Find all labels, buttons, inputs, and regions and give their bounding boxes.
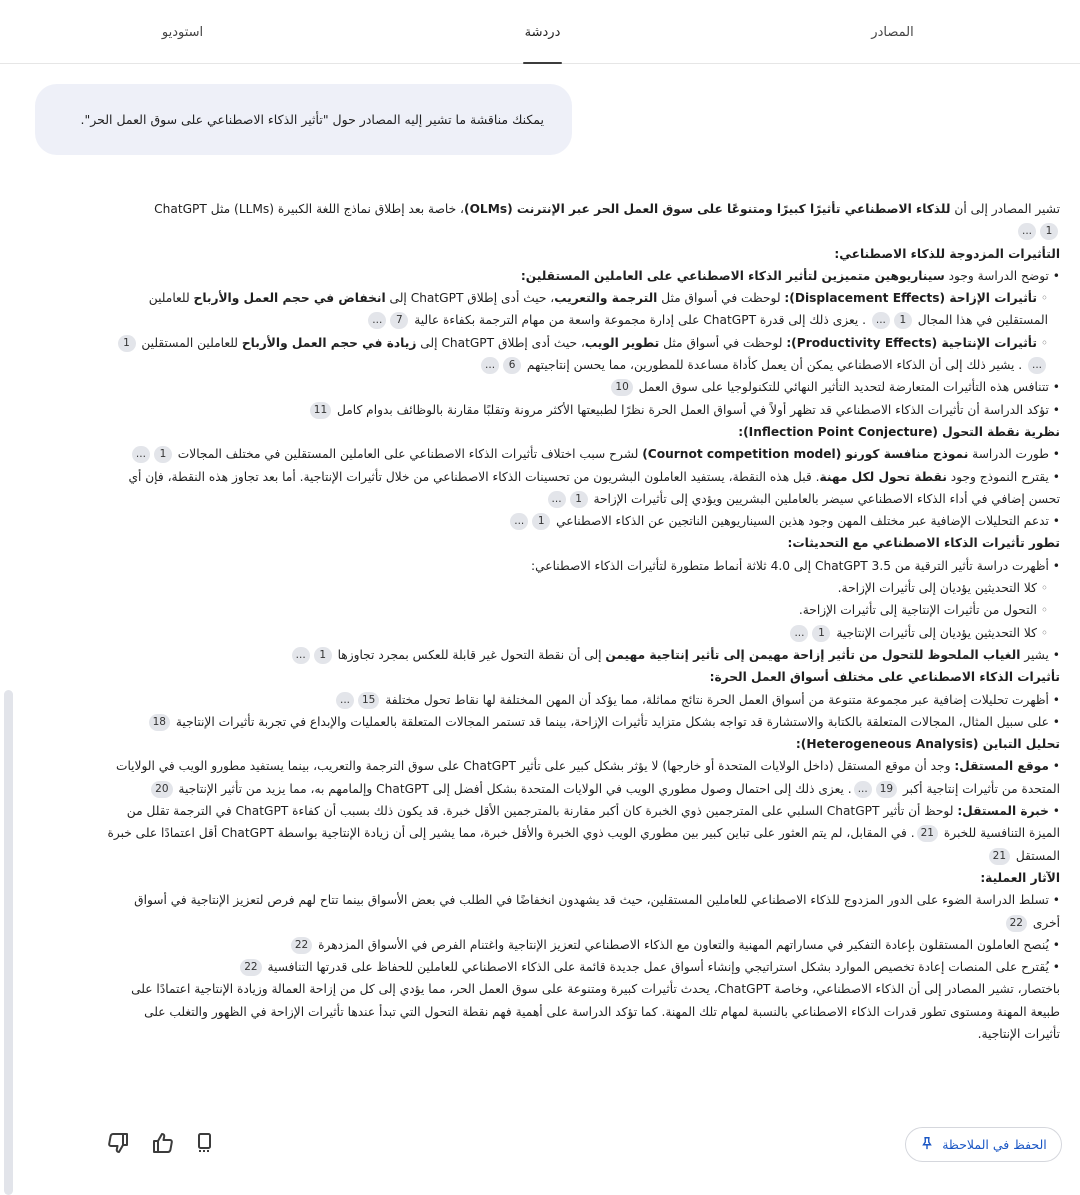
section-heading: تأثيرات الذكاء الاصطناعي على مختلف أسواق العمل الحرة:: [709, 670, 1060, 685]
bullet-item: [106, 689, 1060, 711]
citation-chip[interactable]: 18: [149, 714, 170, 731]
citation-chip[interactable]: 1: [1040, 223, 1058, 240]
sub-bullet-item: ◦ التحول من تأثيرات الإنتاجية إلى تأثيرات الإزاحة.: [106, 599, 1060, 621]
text: لوحظ أن تأثير ChatGPT السلبي على المترجمين ذوي الخبرة كان أكبر مقارنة بالمترجمين الأقل خبرة. قد يكون ذلك بسبب أن كفاءة ChatGPT في الترجمة تقلل من الميزة التنافسية للخبرة: [126, 804, 1060, 841]
bullet-item: • أظهرت دراسة تأثير الترقية من ChatGPT 3.5 إلى 4.0 ثلاثة أنماط متطورة لتأثيرات الذكاء الاصطناعي:: [106, 555, 1060, 577]
citation-chip[interactable]: 22: [1006, 915, 1027, 932]
tab-chat-label: دردشة: [524, 24, 561, 40]
text-bold: الغياب الملحوظ للتحول من تأثير إزاحة مهيمن إلى تأثير إنتاجية مهيمن: [605, 647, 1021, 662]
bullet-item: [106, 510, 1060, 532]
more-citations-chip[interactable]: ...: [548, 491, 566, 508]
text: يُنصح العاملون المستقلون بإعادة التفكير في مساراتهم المهنية والتعاون مع الذكاء الاصطناعي لتعزيز الإنتاجية واغتنام الفرص في الأسواق المزدهرة: [318, 937, 1049, 952]
text: إلى أن نقطة التحول غير قابلة للعكس بمجرد تجاوزها: [337, 647, 606, 662]
section-heading: تحليل التباين (Heterogeneous Analysis):: [795, 737, 1060, 752]
text: تؤكد الدراسة أن تأثيرات الذكاء الاصطناعي قد تظهر أولاً في أسواق العمل الحرة نظرًا لطبيعتها الأكثر مرونة وتقلبًا مقارنة بالوظائف بدوام كامل: [337, 402, 1049, 417]
text: للعاملين المستقلين: [141, 335, 242, 350]
section-heading: تطور تأثيرات الذكاء الاصطناعي مع التحديثات:: [787, 536, 1060, 551]
text-bold: نموذج منافسة كورنو (Cournot competition model): [642, 447, 969, 462]
bullet-item: [106, 376, 1060, 398]
bullet-item: [106, 399, 1060, 421]
tab-sources[interactable]: [830, 0, 955, 64]
text-bold: موقع المستقل:: [954, 759, 1049, 774]
assistant-answer: [106, 198, 1060, 1045]
tab-studio[interactable]: [120, 0, 245, 64]
text-bold: خبرة المستقل:: [957, 804, 1049, 819]
more-citations-chip[interactable]: ...: [132, 446, 150, 463]
citation-chip[interactable]: 1: [154, 446, 172, 463]
bullet-item: [106, 755, 1060, 800]
sub-bullet-item: [106, 332, 1060, 377]
user-message-bubble: [35, 84, 572, 155]
bullet-item: [106, 443, 1060, 465]
text-bold: تطوير الويب: [584, 335, 660, 350]
text: تدعم التحليلات الإضافية عبر مختلف المهن وجود هذين السيناريوهين الناتجين عن الذكاء الاصطناعي: [556, 514, 1049, 529]
tab-sources-label: المصادر: [871, 24, 914, 40]
citation-chip[interactable]: 22: [240, 959, 261, 976]
citation-chip[interactable]: 1: [570, 491, 588, 508]
bullet-item: [106, 956, 1060, 978]
pin-icon: [920, 1136, 934, 1153]
text: . يعزى ذلك إلى قدرة ChatGPT على إدارة مجموعة واسعة من مهام الترجمة بكفاءة عالية: [414, 313, 866, 328]
save-to-note-label: الحفظ في الملاحظة: [942, 1137, 1047, 1152]
copy-icon[interactable]: [192, 1130, 218, 1156]
citation-chip[interactable]: 19: [876, 781, 897, 798]
citation-chip[interactable]: 1: [532, 513, 550, 530]
citation-chip[interactable]: 11: [310, 402, 331, 419]
more-citations-chip[interactable]: ...: [872, 312, 890, 329]
citation-chip[interactable]: 15: [358, 692, 379, 709]
text: ، خاصة بعد إطلاق نماذج اللغة الكبيرة (LLMs) مثل ChatGPT: [154, 202, 464, 216]
citation-chip[interactable]: 21: [989, 848, 1010, 865]
text: تسلط الدراسة الضوء على الدور المزدوج للذكاء الاصطناعي للعاملين المستقلين، حيث قد يشهدون انخفاضًا في الطلب في بعض الأسواق بينما تتاح لهم فرص لتعزيز الإنتاجية في أسواق أخرى: [134, 893, 1060, 930]
citation-chip[interactable]: 1: [894, 312, 912, 329]
section-heading: نظرية نقطة التحول (Inflection Point Conjecture):: [738, 424, 1060, 439]
text: ، حيث أدى إطلاق ChatGPT إلى: [385, 291, 555, 306]
citation-chip[interactable]: 1: [118, 335, 136, 352]
thumbs-down-icon[interactable]: [105, 1130, 131, 1156]
text: يشير: [1020, 647, 1049, 662]
active-tab-indicator: [523, 62, 562, 64]
sub-bullet-item: [106, 622, 1060, 644]
text: أظهرت تحليلات إضافية عبر مجموعة متنوعة من أسواق العمل الحرة نتائج مماثلة، مما يؤكد أن المهن المختلفة لها نقاط تحول مختلفة: [385, 692, 1049, 707]
tab-chat[interactable]: [505, 0, 580, 64]
text: على سبيل المثال، المجالات المتعلقة بالكتابة والاستشارة قد تواجه بشكل متزايد تأثيرات الإزاحة، بينما قد تستمر المجالات المتعلقة بالعمليات والإبداع في تجربة تأثيرات الإنتاجية: [175, 714, 1049, 729]
text: ، حيث أدى إطلاق ChatGPT إلى: [416, 335, 585, 350]
text: لشرح سبب اختلاف تأثيرات الذكاء الاصطناعي على العاملين المستقلين في مختلف المجالات: [177, 447, 643, 462]
citation-chip[interactable]: 21: [917, 825, 938, 842]
text: . يعزى ذلك إلى احتمال وصول مطوري الويب في الولايات المتحدة بشكل أفضل إلى ChatGPT وإلمامهم به، مما يزيد من تأثير الإنتاجية: [178, 781, 852, 796]
citation-chip[interactable]: 1: [812, 625, 830, 642]
sub-bullet-item: [106, 287, 1060, 332]
text-bold: للذكاء الاصطناعي تأثيرًا كبيرًا ومتنوعًا على سوق العمل الحر عبر الإنترنت (OLMs): [463, 202, 951, 216]
text: . يشير ذلك إلى أن الذكاء الاصطناعي يمكن أن يعمل كأداة مساعدة للمطورين، مما يحسن إنتاجيتهم: [526, 358, 1023, 373]
text-bold: تأثيرات الإنتاجية (Productivity Effects):: [786, 335, 1037, 350]
citation-chip[interactable]: 10: [611, 379, 632, 396]
bullet-item: [106, 889, 1060, 934]
more-citations-chip[interactable]: ...: [368, 312, 386, 329]
text-bold: الترجمة والتعريب: [554, 291, 658, 306]
answer-conclusion: باختصار، تشير المصادر إلى أن الذكاء الاصطناعي، وخاصة ChatGPT، يحدث تأثيرات كبيرة ومتنوعة على سوق العمل الحر، مما يؤدي إلى كل من إزاحة العمالة وزيادة الإنتاجية اعتمادًا على طبيعة المهنة ومستوى تطور قدرات الذكاء الاصطناعي بالنسبة لمهام تلك المهنة. كما تؤكد الدراسة على أهمية فهم نقطة التحول التي تبدأ عندها تأثيرات الإزاحة في الظهور والتغلب على تأثيرات الإنتاجية.: [131, 982, 1060, 1041]
section-heading: التأثيرات المزدوجة للذكاء الاصطناعي:: [834, 246, 1060, 261]
more-citations-chip[interactable]: ...: [481, 357, 499, 374]
scrollbar-thumb[interactable]: [4, 690, 13, 1195]
section-heading: الآثار العملية:: [980, 870, 1060, 885]
bullet-item: [106, 265, 1060, 287]
user-message-text: يمكنك مناقشة ما تشير إليه المصادر حول "تأثير الذكاء الاصطناعي على سوق العمل الحر".: [80, 112, 544, 127]
text: لوحظت في أسواق مثل: [659, 335, 787, 350]
text: وجد أن موقع المستقل (داخل الولايات المتحدة أو خارجها) لا يؤثر بشكل كبير على تأثير ChatGPT على سوق الترجمة والتعريب، بينما يستفيد مطورو الويب في الولايات المتحدة من تأثيرات إنتاجية أكبر: [115, 759, 1060, 796]
more-citations-chip[interactable]: ...: [510, 513, 528, 530]
text: يُقترح على المنصات إعادة تخصيص الموارد بشكل استراتيجي وإنشاء أسواق عمل جديدة قائمة على الذكاء الاصطناعي للعاملين للحفاظ على قدرتها التنافسية: [267, 960, 1049, 975]
text: توضح الدراسة وجود: [944, 268, 1049, 283]
bullet-item: [106, 934, 1060, 956]
sub-bullet-item: ◦ كلا التحديثين يؤديان إلى تأثيرات الإزاحة.: [106, 577, 1060, 599]
text: طورت الدراسة: [968, 447, 1049, 462]
text-bold: تأثيرات الإزاحة (Displacement Effects):: [784, 291, 1037, 306]
citation-chip[interactable]: 6: [503, 357, 521, 374]
citation-chip[interactable]: 7: [390, 312, 408, 329]
text: تشير المصادر إلى أن: [950, 202, 1060, 216]
more-citations-chip[interactable]: ...: [292, 647, 310, 664]
answer-intro: [106, 198, 1060, 243]
citation-chip[interactable]: 22: [291, 937, 312, 954]
text-bold: انخفاض في حجم العمل والأرباح: [193, 291, 386, 306]
thumbs-up-icon[interactable]: [150, 1130, 176, 1156]
citation-chip[interactable]: 1: [314, 647, 332, 664]
bullet-item: [106, 711, 1060, 733]
save-to-note-button[interactable]: [905, 1127, 1062, 1162]
text: تتنافس هذه التأثيرات المتعارضة لتحديد التأثير النهائي للتكنولوجيا على سوق العمل: [638, 380, 1049, 395]
bullet-item: [106, 800, 1060, 867]
text: للعاملين المستقلين في هذا المجال: [148, 291, 1048, 328]
text: . قبل هذه النقطة، يستفيد العاملون البشريون من تحسينات الذكاء الاصطناعي من خلال تأثيرات الإنتاجية. أما بعد تجاوز هذه النقطة، فإن أي تحسن إضافي في أداء الذكاء الاصطناعي سيضر بالعاملين البشريين ويؤدي إلى تأثيرات الإزاحة: [128, 469, 1060, 506]
citation-chip[interactable]: 20: [151, 781, 172, 798]
tab-bar: [0, 0, 1080, 64]
text-bold: زيادة في حجم العمل والأرباح: [241, 335, 417, 350]
text: . في المقابل، لم يتم العثور على تباين كبير بين مطوري الويب ذوي الخبرة والأقل خبرة، مما يشير إلى أن زيادة الإنتاجية بواسطة ChatGPT أقل اعتمادًا على خبرة المستقل: [107, 826, 1060, 863]
bullet-item: [106, 644, 1060, 666]
more-citations-chip[interactable]: ...: [1018, 223, 1036, 240]
text: كلا التحديثين يؤديان إلى تأثيرات الإنتاجية: [836, 625, 1037, 640]
more-citations-chip[interactable]: ...: [336, 692, 354, 709]
text-bold: سيناريوهين متميزين لتأثير الذكاء الاصطناعي على العاملين المستقلين:: [520, 268, 945, 283]
text: يقترح النموذج وجود: [946, 469, 1049, 484]
tab-studio-label: استوديو: [161, 24, 204, 40]
more-citations-chip[interactable]: ...: [854, 781, 872, 798]
text-bold: نقطة تحول لكل مهنة: [819, 469, 947, 484]
more-citations-chip[interactable]: ...: [1028, 357, 1046, 374]
bullet-item: [106, 466, 1060, 511]
more-citations-chip[interactable]: ...: [790, 625, 808, 642]
text: لوحظت في أسواق مثل: [657, 291, 785, 306]
